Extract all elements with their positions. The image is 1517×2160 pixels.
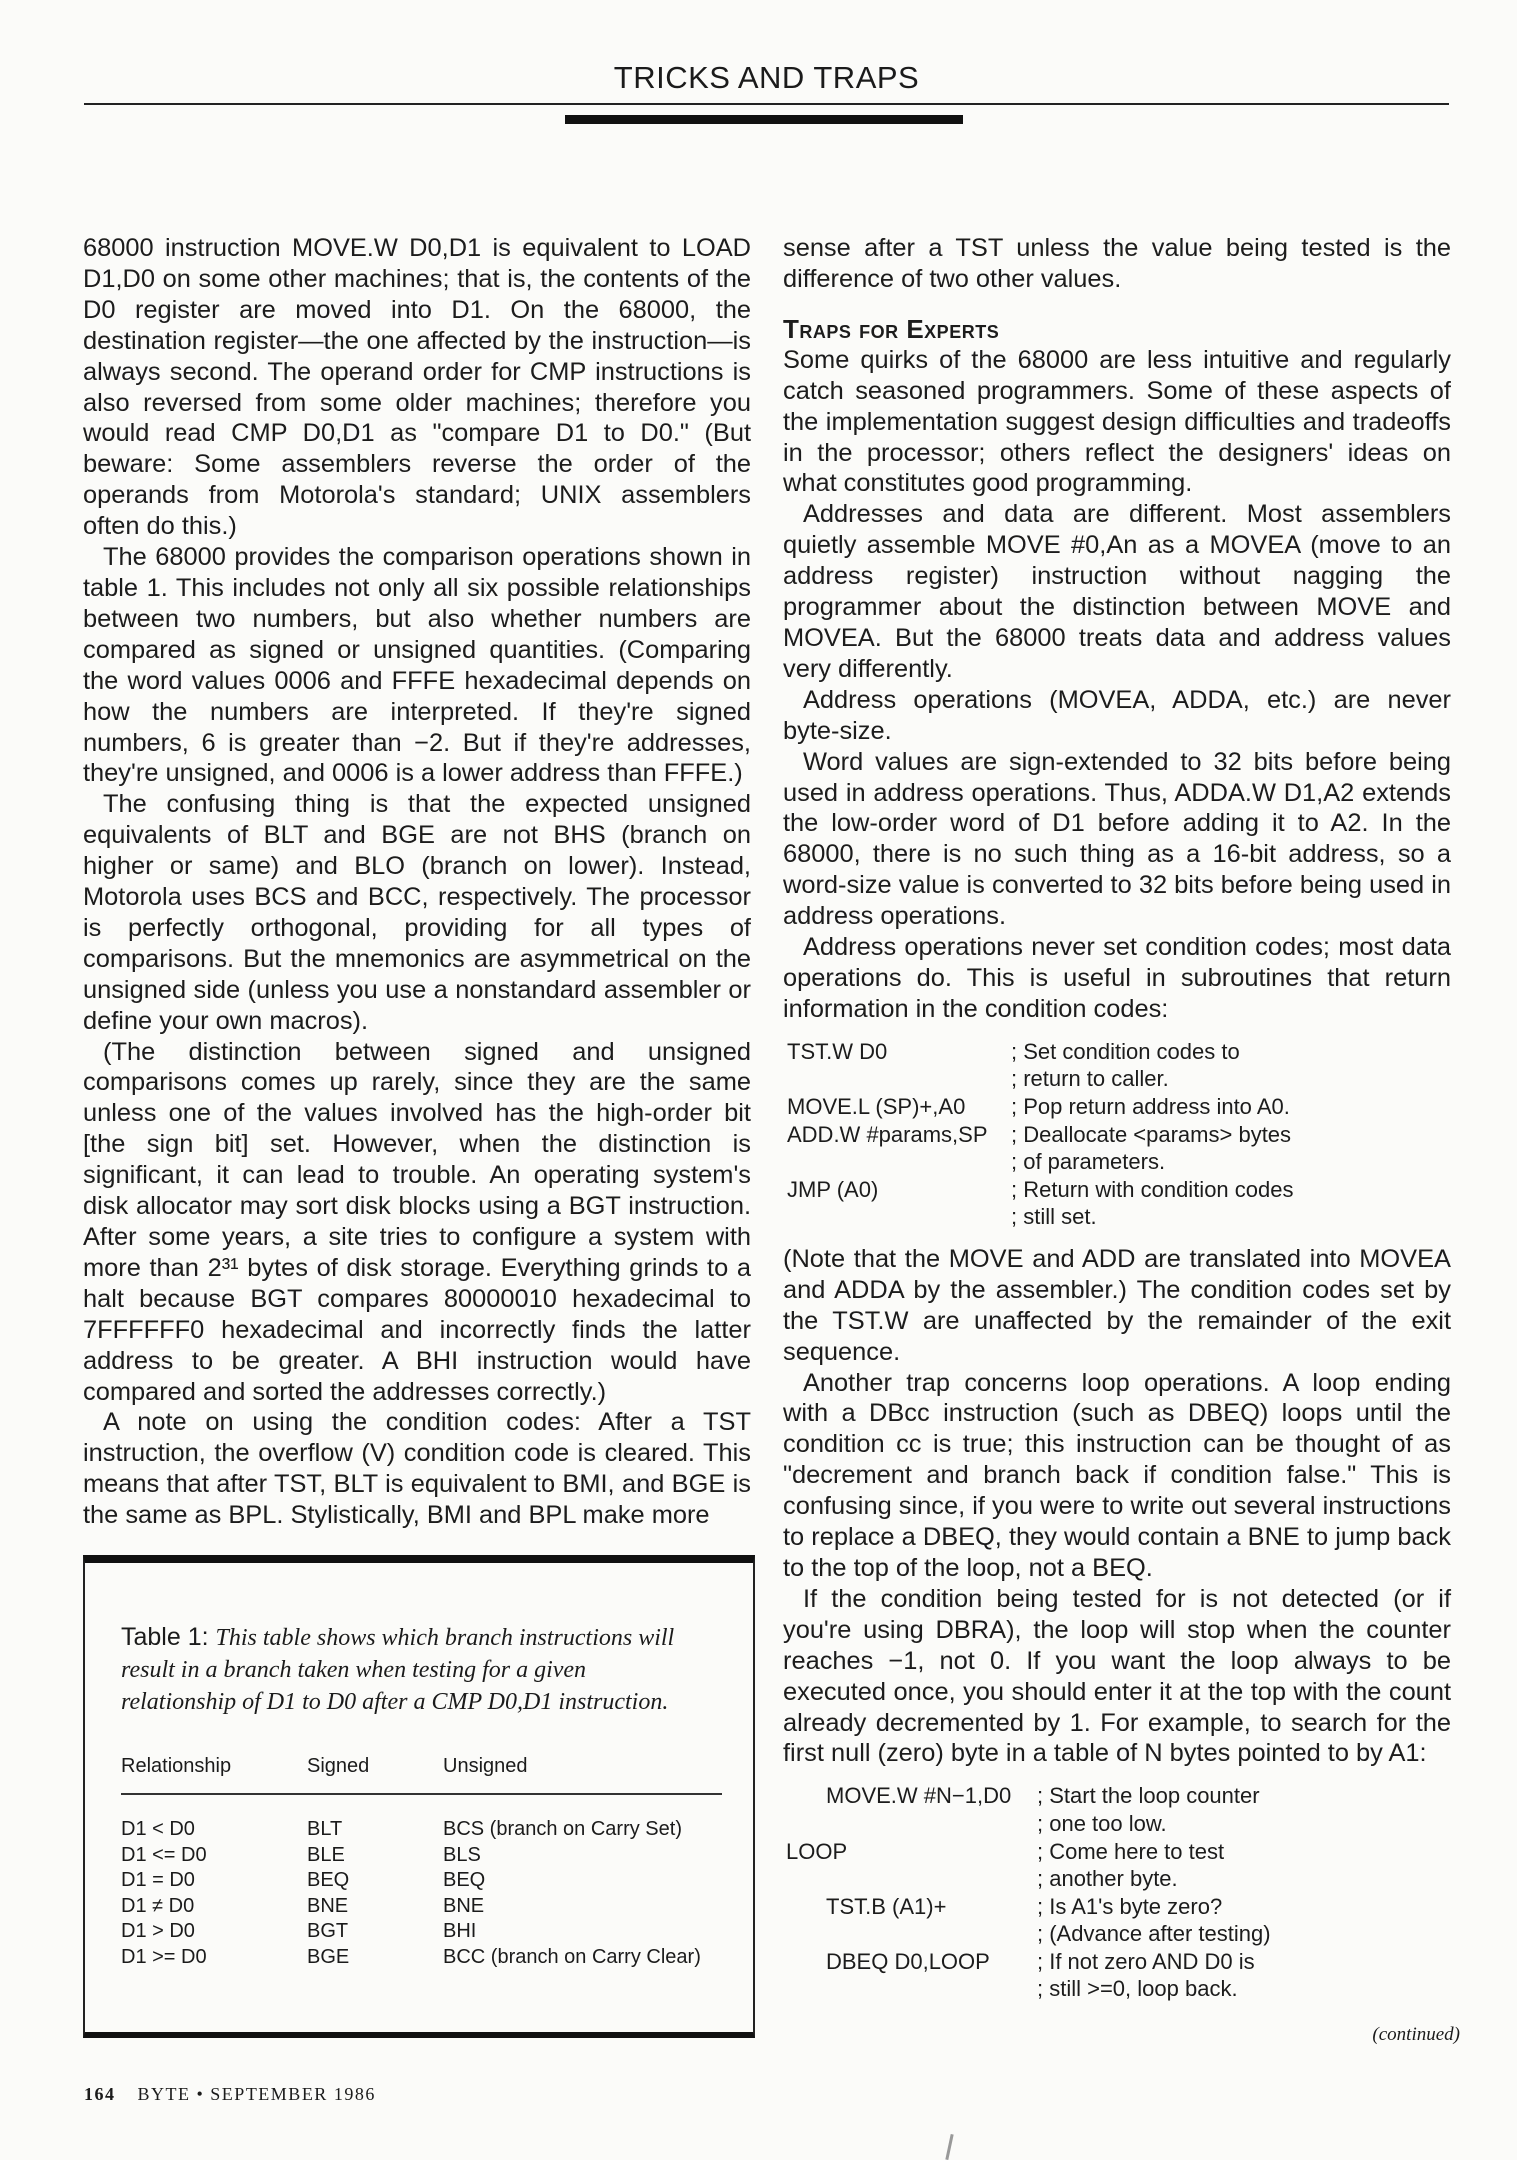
- code-instruction: [787, 1065, 1011, 1093]
- paragraph: sense after a TST unless the value being tested is the difference of two other values.: [783, 234, 1451, 293]
- code-instruction: [786, 1865, 1037, 1893]
- table-cell: BLS: [443, 1843, 481, 1866]
- table-cell: BEQ: [307, 1869, 350, 1891]
- page-footer: [84, 2084, 376, 2105]
- table-caption-text: This table shows which branch instructions will result in a branch taken when testing for a given relationship of D1 to D0 after a CMP D0,D1 instruction.: [121, 1625, 675, 1715]
- table-cell: BGT: [307, 1920, 349, 1942]
- paragraph: Addresses and data are different. Most assemblers quietly assemble MOVE #0,An as a MOVEA (move to an address register) instruction without nagging the programmer about the distinction between MOVE and MOVEA. But the 68000 treats data and address values very differently.: [783, 500, 1451, 683]
- right-column: [783, 233, 1451, 2016]
- table-cell: BNE: [443, 1894, 485, 1917]
- paragraph: If the condition being tested for is not detected (or if you're using DBRA), the loop will stop when the counter reaches −1, not 0. If you want the loop always to be executed once, you should enter it at the top with the count already decremented by 1. For example, to search for the first null (zero) byte in a table of N bytes pointed to by A1:: [783, 1584, 1451, 1768]
- code-comment: ; still >=0, loop back.: [1037, 1976, 1238, 2002]
- table-cell: D1 >= D0: [121, 1945, 207, 1968]
- code-label: LOOP: [786, 1838, 848, 1864]
- paragraph: A note on using the condition codes: After a TST instruction, the overflow (V) condition code is cleared. This means that after TST, BLT is equivalent to BMI, and BGE is the same as BPL. Stylistically, BMI and BPL make more: [83, 1408, 751, 1530]
- code-comment: ; Pop return address into A0.: [1011, 1093, 1290, 1119]
- header-bar: [565, 115, 963, 124]
- code-comment: ; Set condition codes to: [1011, 1038, 1240, 1064]
- table-cell: BLT: [307, 1818, 343, 1840]
- table-cell: BEQ: [443, 1869, 486, 1891]
- table-header-cell: Signed: [307, 1755, 370, 1777]
- table-row: [121, 1843, 722, 1869]
- paragraph: The confusing thing is that the expected unsigned equivalents of BLT and BGE are not BHS (branch on higher or same) and BLO (branch on lower). Instead, Motorola uses BCS and BCC, respectively. The processor is perfectly orthogonal, providing for all types of comparisons. But the mnemonics are asymmetrical on the unsigned side (unless you use a nonstandard assembler or define your own macros).: [83, 790, 751, 1035]
- code-comment: ; Come here to test: [1037, 1838, 1225, 1864]
- branch-table: [121, 1755, 722, 1970]
- table-1: [83, 1555, 755, 2038]
- code-instruction: [786, 1920, 1037, 1948]
- paragraph: (The distinction between signed and unsigned comparisons comes up rarely, since they are the same unless one of the values involved has the high-order bit [the sign bit] set. However, when the distinction is significant, it can lead to trouble. An operating system's disk allocator may sort disk blocks using a BGT instruction. After some years, a site tries to configure a system with more than 2³¹ bytes of disk storage. Everything grinds to a halt because BGT compares 80000010 hexadecimal to 7FFFFFF0 hexadecimal and incorrectly finds the latter address to be greater. A BHI instruction would have compared and sorted the addresses correctly.): [83, 1037, 751, 1406]
- code-instruction: MOVE.W #N−1,D0: [826, 1783, 1012, 1809]
- section-heading: Traps for Experts: [783, 313, 1000, 344]
- table-cell: BHI: [443, 1920, 477, 1942]
- continued-note: (continued): [1372, 2024, 1460, 2045]
- paragraph: The 68000 provides the comparison operations shown in table 1. This includes not only all six possible relationships between two numbers, but also whether numbers are compared as signed or unsigned quantities. (Comparing the word values 0006 and FFFE hexadecimal depends on how the numbers are interpreted. If they're signed numbers, 6 is greater than −2. But if they're addresses, they're unsigned, and 0006 is a lower address than FFFE.): [83, 543, 751, 788]
- table-cell: BLE: [307, 1843, 345, 1866]
- table-row: [121, 1919, 722, 1945]
- left-column: [83, 233, 751, 1531]
- table-cell: D1 = D0: [121, 1869, 195, 1891]
- code-comment: ; still set.: [1011, 1204, 1097, 1230]
- paragraph: Word values are sign-extended to 32 bits before being used in address operations. Thus, ADDA.W D1,A2 extends the low-order word of D1 before adding it to A2. In the 68000, there is no such thing as a 16-bit address, so a word-size value is converted to 32 bits before being used in address operations.: [783, 747, 1451, 931]
- code-comment: ; return to caller.: [1011, 1066, 1169, 1092]
- paragraph: Address operations never set condition codes; most data operations do. This is useful in subroutines that return information in the condition codes:: [783, 933, 1451, 1023]
- table-row: [121, 1817, 722, 1843]
- code-comment: ; If not zero AND D0 is: [1037, 1948, 1255, 1974]
- code-listing-2: [786, 1782, 1451, 2003]
- code-comment: ; another byte.: [1037, 1866, 1178, 1892]
- code-instruction: [786, 1975, 1037, 2003]
- table-cell: BGE: [307, 1945, 350, 1968]
- page-number: 164: [84, 2084, 116, 2104]
- code-instruction: JMP (A0): [787, 1176, 879, 1202]
- table-header-row: [121, 1755, 722, 1795]
- code-instruction: DBEQ D0,LOOP: [826, 1948, 990, 1974]
- table-cell: D1 ≠ D0: [121, 1894, 195, 1917]
- paragraph: Some quirks of the 68000 are less intuitive and regularly catch seasoned programmers. Some of these aspects of the implementation suggest design difficulties and tradeoffs in the processor; others reflect the designers' ideas on what constitutes good programming.: [783, 345, 1451, 498]
- code-listing-1: [787, 1038, 1451, 1231]
- table-cell: BCS (branch on Carry Set): [443, 1818, 682, 1840]
- table-header-cell: Relationship: [121, 1755, 232, 1777]
- running-header: TRICKS AND TRAPS: [613, 60, 920, 95]
- table-caption: [121, 1622, 701, 1718]
- paragraph: Address operations (MOVEA, ADDA, etc.) are never byte-size.: [783, 685, 1451, 745]
- paragraph: (Note that the MOVE and ADD are translated into MOVEA and ADDA by the assembler.) The condition codes set by the TST.W are unaffected by the remainder of the exit sequence.: [783, 1244, 1451, 1366]
- paragraph: Another trap concerns loop operations. A loop ending with a DBcc instruction (such as DBEQ) loops until the condition cc is true; this instruction can be thought of as "decrement and branch back if condition false." This is confusing since, if you were to write out several instructions to replace a DBEQ, they would contain a BNE to jump back to the top of the loop, not a BEQ.: [783, 1368, 1451, 1582]
- code-comment: ; Deallocate <params> bytes: [1011, 1121, 1292, 1147]
- table-cell: D1 > D0: [121, 1920, 195, 1942]
- table-header-cell: Unsigned: [443, 1755, 528, 1777]
- code-instruction: [787, 1148, 1011, 1176]
- code-comment: ; one too low.: [1037, 1810, 1167, 1836]
- code-instruction: ADD.W #params,SP: [787, 1121, 988, 1147]
- publication-line: BYTE • SEPTEMBER 1986: [137, 2084, 376, 2104]
- code-instruction: [786, 1810, 1037, 1838]
- table-row: [121, 1945, 722, 1971]
- code-instruction: TST.W D0: [787, 1038, 888, 1064]
- table-row: [121, 1868, 722, 1894]
- table-cell: BNE: [307, 1894, 349, 1917]
- table-cell: D1 <= D0: [121, 1843, 207, 1866]
- code-comment: ; Is A1's byte zero?: [1037, 1893, 1223, 1919]
- code-comment: ; Start the loop counter: [1037, 1783, 1260, 1809]
- code-comment: ; Return with condition codes: [1011, 1176, 1294, 1202]
- code-instruction: [787, 1203, 1011, 1231]
- header-rule: [84, 103, 1449, 105]
- table-label: Table 1:: [121, 1623, 209, 1651]
- code-instruction: TST.B (A1)+: [826, 1893, 947, 1919]
- code-comment: ; (Advance after testing): [1037, 1921, 1271, 1947]
- table-row: [121, 1894, 722, 1920]
- code-instruction: MOVE.L (SP)+,A0: [787, 1093, 966, 1119]
- table-cell: D1 < D0: [121, 1818, 195, 1840]
- scan-speck: [945, 2134, 953, 2160]
- table-cell: BCC (branch on Carry Clear): [443, 1945, 701, 1968]
- code-comment: ; of parameters.: [1011, 1149, 1166, 1175]
- paragraph: 68000 instruction MOVE.W D0,D1 is equivalent to LOAD D1,D0 on some other machines; that is, the contents of the D0 register are moved into D1. On the 68000, the destination register—the one affected by the instruction—is always second. The operand order for CMP instructions is also reversed from some older machines; therefore you would read CMP D0,D1 as "compare D1 to D0." (But beware: Some assemblers reverse the order of the operands from Motorola's standard; UNIX assemblers often do this.): [83, 234, 751, 541]
